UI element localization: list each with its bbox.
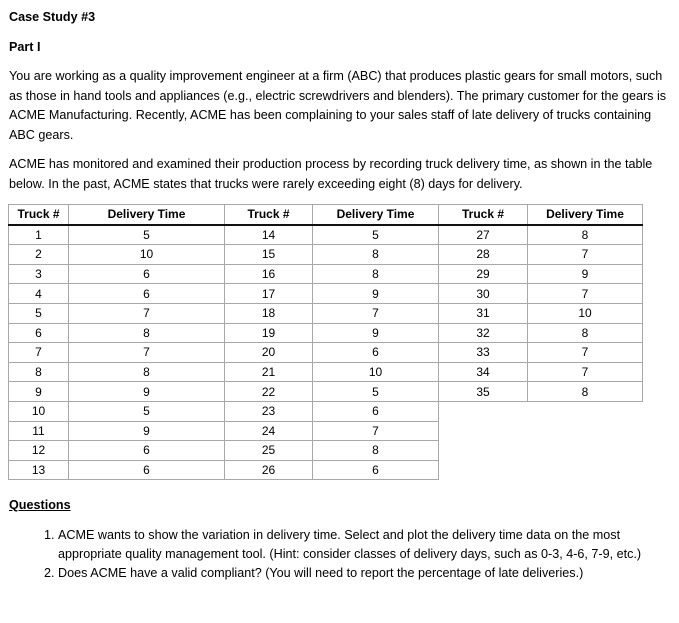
table-cell: 5	[313, 225, 439, 245]
table-cell: 8	[528, 225, 643, 245]
table-cell: 8	[313, 245, 439, 265]
table-cell: 6	[313, 343, 439, 363]
table-cell: 10	[9, 401, 69, 421]
column-header: Delivery Time	[69, 205, 225, 225]
table-cell: 8	[9, 362, 69, 382]
table-cell: 5	[69, 401, 225, 421]
table-cell: 30	[439, 284, 528, 304]
table-cell: 9	[313, 284, 439, 304]
table-cell	[528, 401, 643, 421]
table-cell: 24	[225, 421, 313, 441]
table-cell: 6	[9, 323, 69, 343]
table-cell: 7	[313, 421, 439, 441]
table-cell: 6	[69, 460, 225, 480]
column-header: Truck #	[439, 205, 528, 225]
table-cell: 23	[225, 401, 313, 421]
table-row	[9, 401, 643, 421]
column-header: Truck #	[225, 205, 313, 225]
table-cell: 12	[9, 441, 69, 461]
table-cell: 7	[528, 343, 643, 363]
table-cell: 34	[439, 362, 528, 382]
table-row	[9, 343, 643, 363]
intro-paragraph: You are working as a quality improvement engineer at a firm (ABC) that produces plastic gears for small motors, such as those in hand tools and appliances (e.g., electric screwdrivers and blenders). The primary customer for the gears is ACME Manufacturing. Recently, ACME has been complaining to your sales staff of late delivery of trucks containing ABC gears.	[9, 69, 667, 142]
table-body	[9, 225, 643, 480]
table-cell: 20	[225, 343, 313, 363]
table-row	[9, 264, 643, 284]
table-cell: 7	[9, 343, 69, 363]
table-cell: 29	[439, 264, 528, 284]
table-cell: 9	[9, 382, 69, 402]
table-cell	[439, 460, 528, 480]
table-cell: 3	[9, 264, 69, 284]
question-item: 2. Does ACME have a valid compliant? (You will need to report the percentage of late deliveries.)	[58, 564, 669, 583]
table-cell: 9	[528, 264, 643, 284]
table-cell: 10	[313, 362, 439, 382]
table-row	[9, 245, 643, 265]
question-item: 1. ACME wants to show the variation in delivery time. Select and plot the delivery time data on the most appropriate quality management tool. (Hint: consider classes of delivery days, such as 0-3, 4-6, 7-9, etc.)	[58, 526, 669, 564]
table-cell	[528, 441, 643, 461]
table-cell: 9	[69, 421, 225, 441]
table-cell: 10	[69, 245, 225, 265]
delivery-time-table	[8, 204, 643, 480]
table-row	[9, 382, 643, 402]
table-cell: 11	[9, 421, 69, 441]
table-cell	[439, 441, 528, 461]
table-cell: 8	[69, 323, 225, 343]
table-cell: 8	[69, 362, 225, 382]
table-cell: 18	[225, 303, 313, 323]
table-cell: 6	[313, 401, 439, 421]
table-cell: 27	[439, 225, 528, 245]
table-cell: 8	[528, 323, 643, 343]
table-row	[9, 225, 643, 245]
table-row	[9, 323, 643, 343]
questions-list	[9, 526, 669, 583]
table-cell: 25	[225, 441, 313, 461]
table-cell: 15	[225, 245, 313, 265]
table-cell: 16	[225, 264, 313, 284]
table-cell	[439, 421, 528, 441]
column-header: Delivery Time	[313, 205, 439, 225]
table-cell: 13	[9, 460, 69, 480]
table-cell	[528, 460, 643, 480]
table-row	[9, 441, 643, 461]
table-cell: 8	[313, 264, 439, 284]
table-cell: 5	[69, 225, 225, 245]
table-cell: 19	[225, 323, 313, 343]
table-cell: 2	[9, 245, 69, 265]
table-cell: 5	[9, 303, 69, 323]
table-row	[9, 303, 643, 323]
table-cell: 7	[528, 362, 643, 382]
table-cell: 9	[69, 382, 225, 402]
table-cell: 21	[225, 362, 313, 382]
table-row	[9, 421, 643, 441]
table-cell: 32	[439, 323, 528, 343]
table-cell: 6	[69, 264, 225, 284]
table-cell: 10	[528, 303, 643, 323]
column-header: Delivery Time	[528, 205, 643, 225]
table-cell: 6	[313, 460, 439, 480]
table-cell: 7	[313, 303, 439, 323]
table-cell: 35	[439, 382, 528, 402]
questions-heading: Questions	[9, 498, 71, 512]
table-cell: 5	[313, 382, 439, 402]
table-cell: 26	[225, 460, 313, 480]
table-cell: 9	[313, 323, 439, 343]
section-heading: Part I	[9, 40, 41, 54]
table-cell: 14	[225, 225, 313, 245]
table-cell: 7	[528, 284, 643, 304]
table-row	[9, 362, 643, 382]
table-cell	[439, 401, 528, 421]
table-cell: 1	[9, 225, 69, 245]
table-row	[9, 284, 643, 304]
table-cell: 22	[225, 382, 313, 402]
table-cell: 6	[69, 284, 225, 304]
table-cell: 7	[69, 303, 225, 323]
column-header: Truck #	[9, 205, 69, 225]
page-title: Case Study #3	[9, 10, 96, 24]
table-cell: 4	[9, 284, 69, 304]
table-cell: 8	[528, 382, 643, 402]
table-cell: 6	[69, 441, 225, 461]
table-header-row	[9, 205, 643, 225]
table-cell: 8	[313, 441, 439, 461]
acme-paragraph: ACME has monitored and examined their production process by recording truck delivery time, as shown in the table below. In the past, ACME states that trucks were rarely exceeding eight (8) days for delivery.	[9, 157, 653, 191]
table-cell: 17	[225, 284, 313, 304]
table-cell: 33	[439, 343, 528, 363]
table-cell: 31	[439, 303, 528, 323]
table-cell	[528, 421, 643, 441]
table-row	[9, 460, 643, 480]
table-cell: 7	[528, 245, 643, 265]
table-cell: 28	[439, 245, 528, 265]
table-cell: 7	[69, 343, 225, 363]
